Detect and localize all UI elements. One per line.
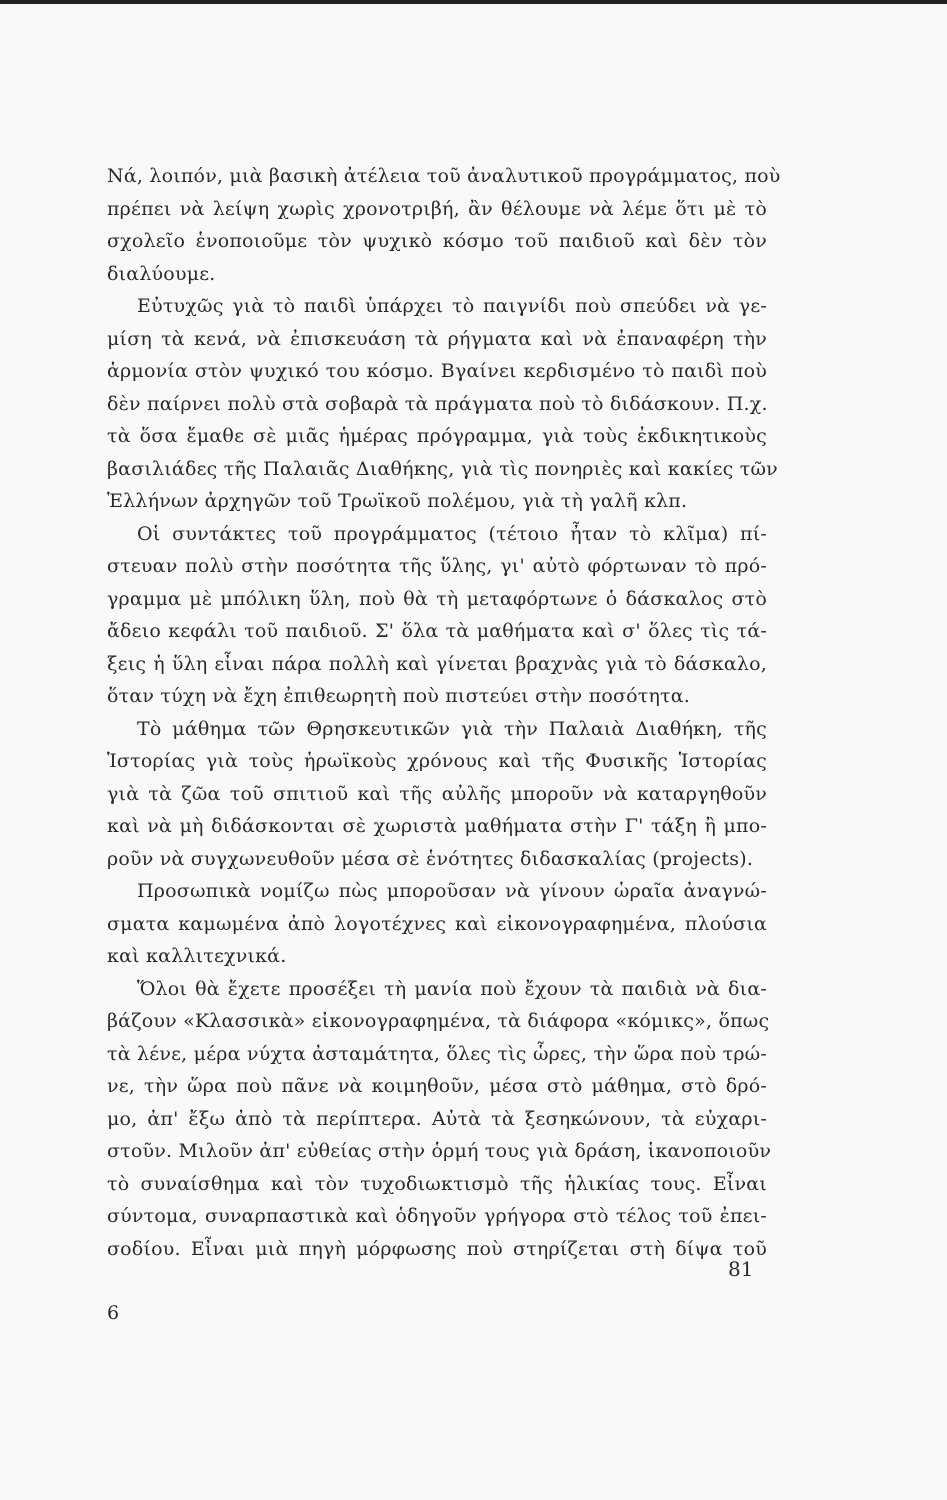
text-line: Ὅλοι θὰ ἔχετε προσέξει τὴ μανία ποὺ ἔχουν τὰ παιδιὰ νὰ δια- bbox=[137, 977, 767, 1000]
text-line: ἁρμονία στὸν ψυχικό του κόσμο. Βγαίνει κερδισμένο τὸ παιδὶ ποὺ bbox=[107, 360, 767, 382]
text-line: μο, ἀπ' ἔξω ἀπὸ τὰ περίπτερα. Αὐτὰ τὰ ξεσηκώνουν, τὰ εὐχαρι- bbox=[107, 1107, 767, 1130]
text-line: σύντομα, συναρπαστικὰ καὶ ὁδηγοῦν γρήγορα στὸ τέλος τοῦ ἐπει- bbox=[107, 1205, 767, 1227]
text-line: δὲν παίρνει πολὺ στὰ σοβαρὰ τὰ πράγματα ποὺ τὸ διδάσκουν. Π.χ. bbox=[107, 392, 768, 415]
text-line: στοῦν. Μιλοῦν ἀπ' εὐθείας στὴν ὁρμή τους γιὰ δράση, ἱκανοποιοῦν bbox=[107, 1140, 772, 1162]
text-line: μίση τὰ κενά, νὰ ἐπισκευάση τὰ ρήγματα καὶ νὰ ἐπαναφέρη τὴν bbox=[107, 327, 767, 350]
text-line: διαλύουμε. bbox=[107, 262, 216, 285]
text-line: πρέπει νὰ λείψη χωρὶς χρονοτριβή, ἂν θέλουμε νὰ λέμε ὅτι μὲ τὸ bbox=[107, 197, 767, 220]
text-line: νε, τὴν ὥρα ποὺ πᾶνε νὰ κοιμηθοῦν, μέσα στὸ μάθημα, στὸ δρό- bbox=[107, 1075, 767, 1097]
text-line: τὰ ὅσα ἔμαθε σὲ μιᾶς ἡμέρας πρόγραμμα, γιὰ τοὺς ἐκδικητικοὺς bbox=[107, 425, 767, 447]
text-line: ὅταν τύχη νὰ ἔχη ἐπιθεωρητὴ ποὺ πιστεύει στὴν ποσότητα. bbox=[107, 685, 691, 707]
text-line: καὶ καλλιτεχνικά. bbox=[107, 945, 287, 967]
text-line: Τὸ μάθημα τῶν Θρησκευτικῶν γιὰ τὴν Παλαιὰ Διαθήκη, τῆς bbox=[137, 717, 767, 740]
text-line: Εὐτυχῶς γιὰ τὸ παιδὶ ὑπάρχει τὸ παιγνίδι ποὺ σπεύδει νὰ γε- bbox=[137, 295, 767, 317]
text-line: βασιλιάδες τῆς Παλαιᾶς Διαθήκης, γιὰ τὶς πονηριὲς καὶ κακίες τῶν bbox=[107, 457, 778, 480]
text-line: ξεις ἡ ὕλη εἶναι πάρα πολλὴ καὶ γίνεται βραχνὰς γιὰ τὸ δάσκαλο, bbox=[107, 652, 767, 675]
text-line: σματα καμωμένα ἀπὸ λογοτέχνες καὶ εἰκονογραφημένα, πλούσια bbox=[107, 912, 767, 935]
text-line: στευαν πολὺ στὴν ποσότητα τῆς ὕλης, γι' αὐτὸ φόρτωναν τὸ πρό- bbox=[107, 555, 767, 577]
text-line: σχολεῖο ἑνοποιοῦμε τὸν ψυχικὸ κόσμο τοῦ παιδιοῦ καὶ δὲν τὸν bbox=[107, 230, 767, 252]
text-line: ἄδειο κεφάλι τοῦ παιδιοῦ. Σ' ὅλα τὰ μαθήματα καὶ σ' ὅλες τὶς τά- bbox=[107, 620, 767, 642]
text-line: βάζουν «Κλασσικὰ» εἰκονογραφημένα, τὰ διάφορα «κόμικς», ὅπως bbox=[107, 1010, 770, 1032]
text-line: σοδίου. Εἶναι μιὰ πηγὴ μόρφωσης ποὺ στηρίζεται στὴ δίψα τοῦ bbox=[107, 1237, 767, 1260]
text-line: τὰ λένε, μέρα νύχτα ἀσταμάτητα, ὅλες τὶς ὧρες, τὴν ὥρα ποὺ τρώ- bbox=[107, 1042, 767, 1065]
text-line: Προσωπικὰ νομίζω πὼς μποροῦσαν νὰ γίνουν ὡραῖα ἀναγνώ- bbox=[137, 880, 767, 902]
text-line: γιὰ τὰ ζῶα τοῦ σπιτιοῦ καὶ τῆς αὐλῆς μποροῦν νὰ καταργηθοῦν bbox=[107, 782, 767, 805]
text-line: Ἑλλήνων ἀρχηγῶν τοῦ Τρωϊκοῦ πολέμου, γιὰ τὴ γαλῆ κλπ. bbox=[107, 490, 688, 512]
text-line: Νά, λοιπόν, μιὰ βασικὴ ἀτέλεια τοῦ ἀναλυτικοῦ προγράμματος, ποὺ bbox=[107, 165, 781, 187]
text-line: ροῦν νὰ συγχωνευθοῦν μέσα σὲ ἑνότητες διδασκαλίας (projects). bbox=[107, 847, 754, 870]
text-line: γραμμα μὲ μπόλικη ὕλη, ποὺ θὰ τὴ μεταφόρτωνε ὁ δάσκαλος στὸ bbox=[107, 587, 767, 610]
text-line: Οἱ συντάκτες τοῦ προγράμματος (τέτοιο ἦταν τὸ κλῖμα) πί- bbox=[137, 522, 767, 545]
body-text bbox=[107, 160, 781, 1265]
signature-mark: 6 bbox=[107, 1302, 120, 1324]
page-number: 81 bbox=[728, 1257, 754, 1281]
text-line: τὸ συναίσθημα καὶ τὸν τυχοδιωκτισμὸ τῆς ἡλικίας τους. Εἶναι bbox=[107, 1172, 767, 1195]
scan-top-edge bbox=[0, 0, 947, 4]
text-line: καὶ νὰ μὴ διδάσκονται σὲ χωριστὰ μαθήματα στὴν Γ' τάξη ἢ μπο- bbox=[107, 815, 767, 837]
text-line: Ἱστορίας γιὰ τοὺς ἡρωϊκοὺς χρόνους καὶ τῆς Φυσικῆς Ἱστορίας bbox=[107, 750, 767, 772]
